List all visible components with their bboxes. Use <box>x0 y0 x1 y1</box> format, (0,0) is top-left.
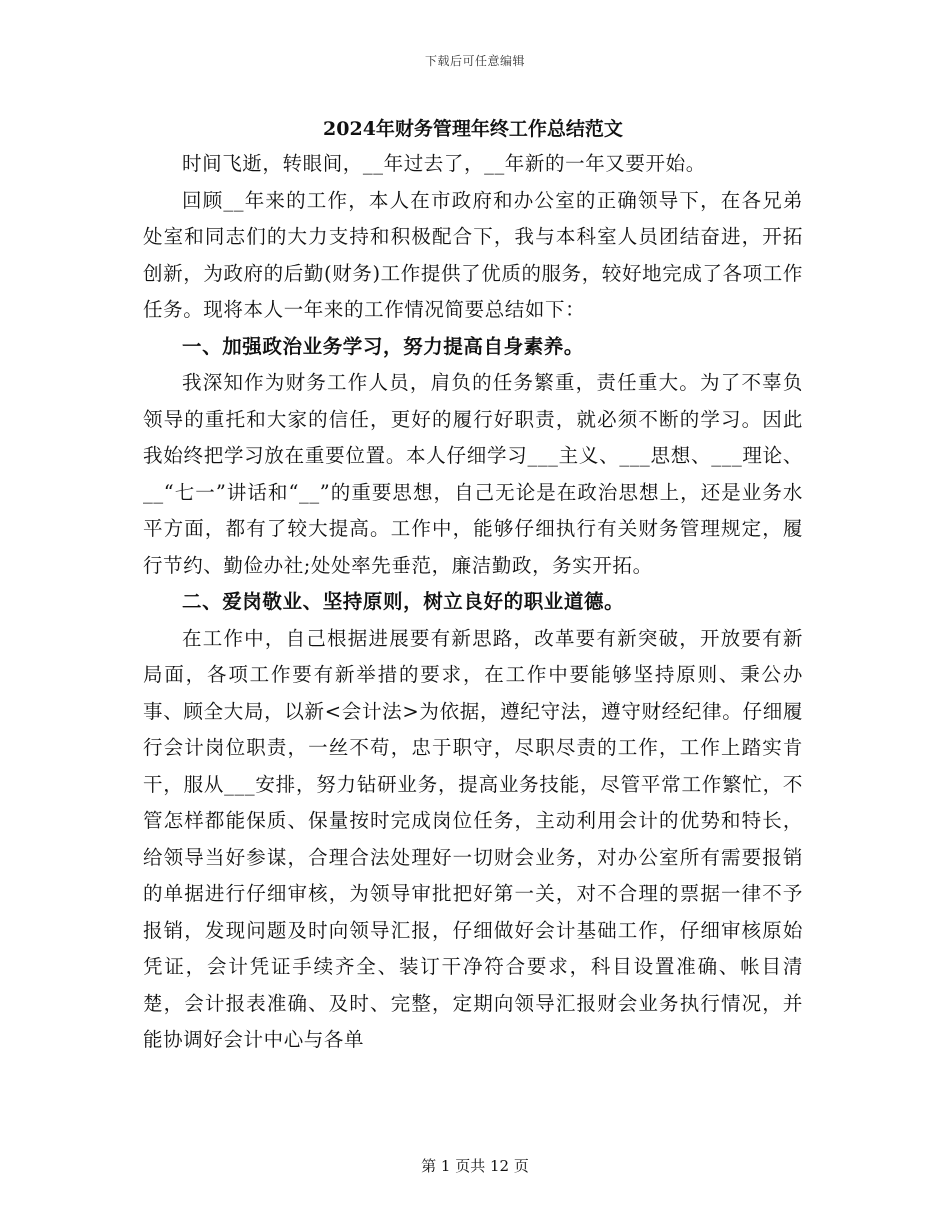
paragraph-review: 回顾__年来的工作，本人在市政府和办公室的正确领导下，在各兄弟处室和同志们的大力支持和积极配合下，我与本科室人员团结奋进，开拓创新，为政府的后勤(财务)工作提供了优质的服务，较好地完成了各项工作任务。现将本人一年来的工作情况简要总结如下： <box>143 188 803 321</box>
section-heading-1: 一、加强政治业务学习，努力提高自身素养。 <box>182 334 585 358</box>
document-body <box>143 114 803 1059</box>
document-title: 2024年财务管理年终工作总结范文 <box>323 118 623 140</box>
page-number: 第 1 页共 12 页 <box>421 1157 529 1175</box>
header-note: 下载后可任意编辑 <box>424 54 525 68</box>
paragraph-intro: 时间飞逝，转眼间，__年过去了，__年新的一年又要开始。 <box>182 152 706 175</box>
paragraph-study: 我深知作为财务工作人员，肩负的任务繁重，责任重大。为了不辜负领导的重托和大家的信任，更好的履行好职责，就必须不断的学习。因此我始终把学习放在重要位置。本人仔细学习___主义、___思想、___理论、__“七一”讲话和“__”的重要思想，自己无论是在政治思想上，还是业务水平方面，都有了较大提高。工作中，能够仔细执行有关财务管理规定，履行节约、勤俭办社;处处率先垂范，廉洁勤政，务实开拓。 <box>143 371 803 577</box>
section-heading-2: 二、爱岗敬业、坚持原则，树立良好的职业道德。 <box>182 590 625 613</box>
paragraph-ethics: 在工作中，自己根据进展要有新思路，改革要有新突破，开放要有新局面，各项工作要有新举措的要求，在工作中要能够坚持原则、秉公办事、顾全大局，以新<会计法>为依据，遵纪守法，遵守财经纪律。仔细履行会计岗位职责，一丝不苟，忠于职守，尽职尽责的工作，工作上踏实肯干，服从___安排，努力钻研业务，提高业务技能，尽管平常工作繁忙，不管怎样都能保质、保量按时完成岗位任务，主动利用会计的优势和特长，给领导当好参谋，合理合法处理好一切财会业务，对办公室所有需要报销的单据进行仔细审核，为领导审批把好第一关，对不合理的票据一律不予报销，发现问题及时向领导汇报，仔细做好会计基础工作，仔细审核原始凭证，会计凭证手续齐全、装订干净符合要求，科目设置准确、帐目清楚，会计报表准确、及时、完整，定期向领导汇报财会业务执行情况，并能协调好会计中心与各单 <box>143 626 803 1051</box>
